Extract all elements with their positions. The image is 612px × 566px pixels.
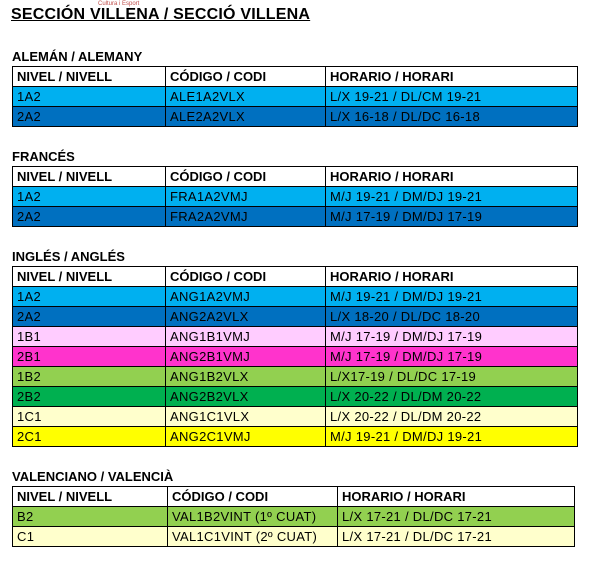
cell-nivel: 1A2 — [13, 187, 166, 207]
cell-codigo: ALE1A2VLX — [166, 87, 326, 107]
column-header-codigo: CÓDIGO / CODI — [166, 67, 326, 87]
cell-horario: L/X17-19 / DL/DC 17-19 — [326, 367, 578, 387]
cell-nivel: 1C1 — [13, 407, 166, 427]
cell-nivel: 1A2 — [13, 287, 166, 307]
cell-codigo: ANG1C1VLX — [166, 407, 326, 427]
cell-horario: M/J 19-21 / DM/DJ 19-21 — [326, 287, 578, 307]
section-title: VALENCIANO / VALENCIÀ — [12, 469, 174, 484]
cell-nivel: 2A2 — [13, 207, 166, 227]
cell-nivel: 1A2 — [13, 87, 166, 107]
cell-horario: L/X 17-21 / DL/DC 17-21 — [338, 527, 575, 547]
cell-codigo: ALE2A2VLX — [166, 107, 326, 127]
schedule-table — [12, 66, 578, 127]
column-header-nivel: NIVEL / NIVELL — [13, 67, 166, 87]
table-row — [13, 87, 578, 107]
cell-horario: L/X 20-22 / DL/DM 20-22 — [326, 387, 578, 407]
table-row — [13, 287, 578, 307]
table-row — [13, 207, 578, 227]
column-header-codigo: CÓDIGO / CODI — [166, 167, 326, 187]
cell-horario: L/X 17-21 / DL/DC 17-21 — [338, 507, 575, 527]
cell-codigo: VAL1C1VINT (2º CUAT) — [168, 527, 338, 547]
cell-horario: L/X 20-22 / DL/DM 20-22 — [326, 407, 578, 427]
cell-nivel: 2A2 — [13, 307, 166, 327]
table-row — [13, 507, 575, 527]
schedule-table — [12, 486, 575, 547]
column-header-horario: HORARIO / HORARI — [326, 67, 578, 87]
table-header-row — [13, 167, 578, 187]
table-row — [13, 367, 578, 387]
cell-horario: M/J 19-21 / DM/DJ 19-21 — [326, 427, 578, 447]
cell-horario: M/J 17-19 / DM/DJ 17-19 — [326, 207, 578, 227]
column-header-horario: HORARIO / HORARI — [326, 267, 578, 287]
column-header-horario: HORARIO / HORARI — [326, 167, 578, 187]
cell-codigo: VAL1B2VINT (1º CUAT) — [168, 507, 338, 527]
table-row — [13, 407, 578, 427]
schedule-table — [12, 166, 578, 227]
section-title: FRANCÉS — [12, 149, 75, 164]
cell-horario: L/X 19-21 / DL/CM 19-21 — [326, 87, 578, 107]
table-row — [13, 187, 578, 207]
section-ingles — [12, 248, 578, 447]
column-header-codigo: CÓDIGO / CODI — [168, 487, 338, 507]
cell-horario: L/X 16-18 / DL/DC 16-18 — [326, 107, 578, 127]
table-row — [13, 327, 578, 347]
cell-codigo: ANG1B1VMJ — [166, 327, 326, 347]
cell-codigo: ANG1A2VMJ — [166, 287, 326, 307]
cell-nivel: 1B2 — [13, 367, 166, 387]
cell-codigo: FRA1A2VMJ — [166, 187, 326, 207]
cell-codigo: ANG2A2VLX — [166, 307, 326, 327]
table-row — [13, 307, 578, 327]
table-header-row — [13, 267, 578, 287]
table-row — [13, 107, 578, 127]
cell-horario: M/J 17-19 / DM/DJ 17-19 — [326, 347, 578, 367]
column-header-codigo: CÓDIGO / CODI — [166, 267, 326, 287]
cell-codigo: FRA2A2VMJ — [166, 207, 326, 227]
cell-nivel: C1 — [13, 527, 168, 547]
page-title: SECCIÓN VILLENA / SECCIÓ VILLENA — [11, 6, 311, 23]
cell-horario: M/J 19-21 / DM/DJ 19-21 — [326, 187, 578, 207]
cell-horario: L/X 18-20 / DL/DC 18-20 — [326, 307, 578, 327]
cell-horario: M/J 17-19 / DM/DJ 17-19 — [326, 327, 578, 347]
column-header-nivel: NIVEL / NIVELL — [13, 487, 168, 507]
column-header-nivel: NIVEL / NIVELL — [13, 167, 166, 187]
column-header-nivel: NIVEL / NIVELL — [13, 267, 166, 287]
cell-codigo: ANG2B1VMJ — [166, 347, 326, 367]
section-frances — [12, 148, 578, 227]
table-row — [13, 527, 575, 547]
cell-codigo: ANG2C1VMJ — [166, 427, 326, 447]
section-title: INGLÉS / ANGLÉS — [12, 249, 125, 264]
cell-nivel: B2 — [13, 507, 168, 527]
cell-nivel: 2C1 — [13, 427, 166, 447]
table-header-row — [13, 67, 578, 87]
cell-codigo: ANG2B2VLX — [166, 387, 326, 407]
cell-nivel: 2A2 — [13, 107, 166, 127]
cell-nivel: 2B1 — [13, 347, 166, 367]
table-row — [13, 427, 578, 447]
cell-codigo: ANG1B2VLX — [166, 367, 326, 387]
section-title: ALEMÁN / ALEMANY — [12, 49, 143, 64]
faint-header-text: Cultura i Esport — [98, 1, 140, 7]
table-row — [13, 347, 578, 367]
table-header-row — [13, 487, 575, 507]
cell-nivel: 1B1 — [13, 327, 166, 347]
table-row — [13, 387, 578, 407]
schedule-table — [12, 266, 578, 447]
section-aleman — [12, 48, 578, 127]
section-valenciano — [12, 468, 575, 547]
column-header-horario: HORARIO / HORARI — [338, 487, 575, 507]
cell-nivel: 2B2 — [13, 387, 166, 407]
